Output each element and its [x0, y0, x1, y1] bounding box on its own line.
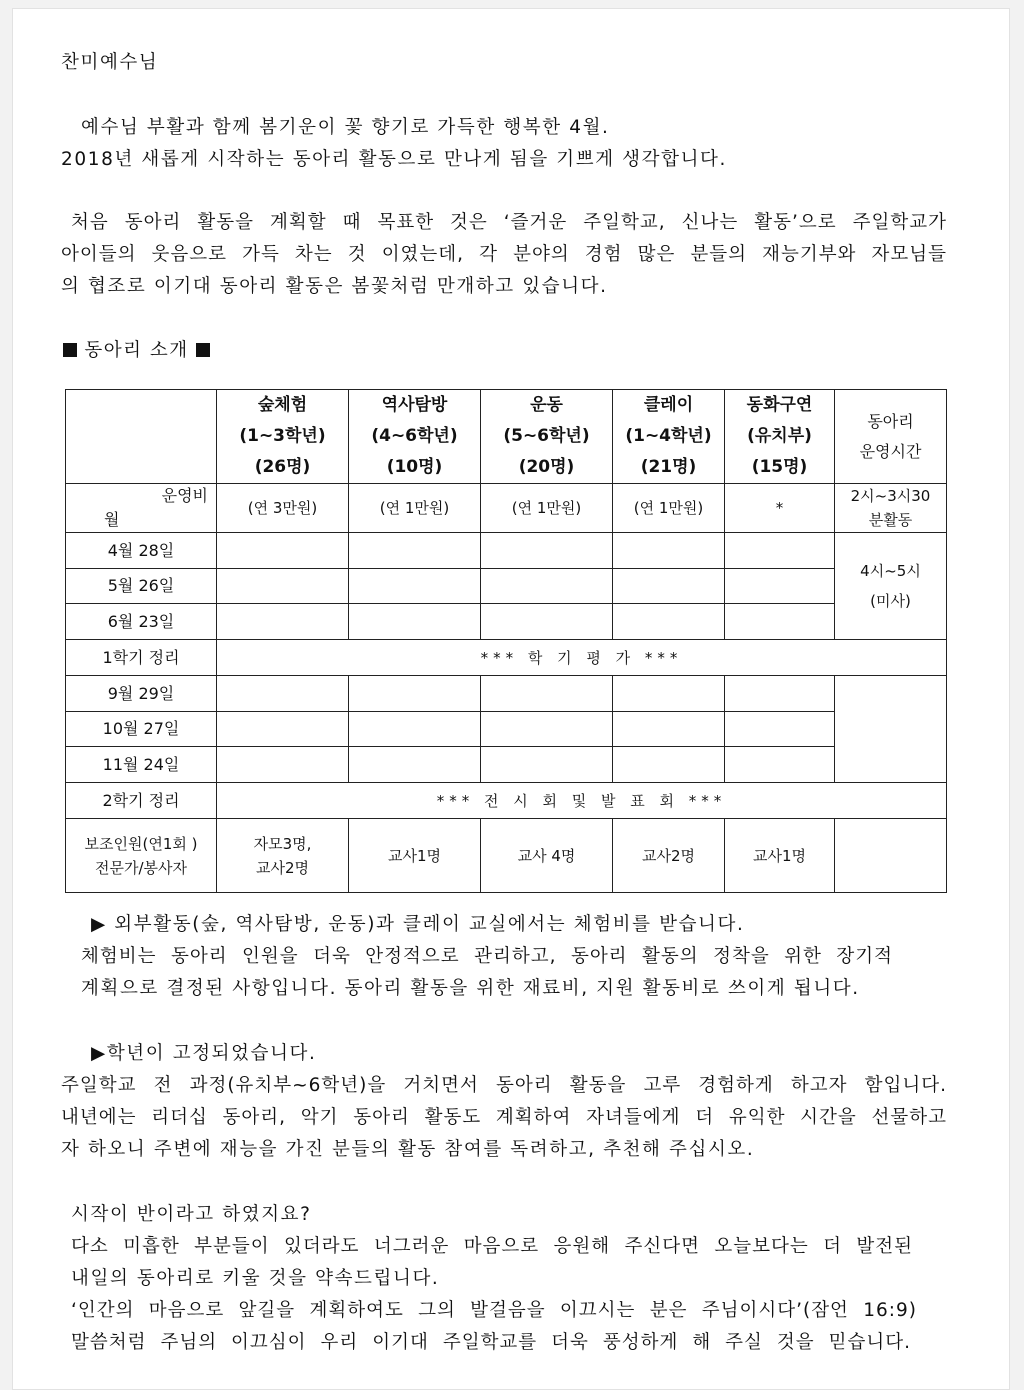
support-label: 보조인원(연1회 ) 전문가/봉사자	[66, 819, 217, 893]
table-header-row	[66, 390, 947, 484]
date-cell: 11월 24일	[66, 747, 217, 783]
intro-line-1: 예수님 부활과 함께 봄기운이 꽃 향기로 가득한 행복한 4월.	[81, 117, 610, 138]
fee-row-label: 운영비 월	[66, 484, 217, 533]
closing-line-2: 다소 미흡한 부분들이 있더라도 너그러운 마음으로 응원해 주신다면 오늘보다는 더 발전된	[71, 1236, 913, 1257]
date-cell: 6월 23일	[66, 604, 217, 640]
support-cell: 교사 4명	[481, 819, 613, 893]
time-mass-cell: 4시~5시 (미사)	[835, 533, 947, 640]
fee-cell: (연 1만원)	[481, 484, 613, 533]
fee-cell: (연 1만원)	[613, 484, 725, 533]
table-row	[66, 747, 947, 783]
fee-cell: (연 1만원)	[349, 484, 481, 533]
corner-cell	[66, 390, 217, 484]
empty-time-cell	[835, 676, 947, 783]
document-page	[12, 8, 1010, 1390]
intro-line-2: 2018년 새롭게 시작하는 동아리 활동으로 만나게 됨을 기쁘게 생각합니다.	[61, 149, 727, 170]
time-header: 동아리 운영시간	[835, 390, 947, 484]
closing-line-1: 시작이 반이라고 하였지요?	[71, 1204, 312, 1225]
support-cell: 교사1명	[725, 819, 835, 893]
support-cell: 자모3명, 교사2명	[217, 819, 349, 893]
note-grade-line-2: 주일학교 전 과정(유치부~6학년)을 거치면서 동아리 활동을 고루 경험하게 하고자 함입니다.	[61, 1075, 947, 1096]
purpose-line-2: 아이들의 웃음으로 가득 차는 것 이였는데, 각 분야의 경험 많은 분들의 재능기부와 자모님들	[61, 244, 947, 265]
fee-row	[66, 484, 947, 533]
note-fee-line-1: ▶ 외부활동(숲, 역사탐방, 운동)과 클레이 교실에서는 체험비를 받습니다.	[91, 914, 745, 935]
table-row	[66, 533, 947, 569]
section-title: 동아리 소개	[84, 340, 189, 361]
table-row	[66, 604, 947, 640]
club-header: 운동 (5~6학년) (20명)	[481, 390, 613, 484]
closing-line-3: 내일의 동아리로 키울 것을 약속드립니다.	[71, 1268, 440, 1289]
note-fee-line-3: 계획으로 결정된 사항입니다. 동아리 활동을 위한 재료비, 지원 활동비로 쓰이게 됩니다.	[81, 978, 860, 999]
time-activity-cell: 2시~3시30 분활동	[835, 484, 947, 533]
table-row	[66, 712, 947, 747]
note-grade-line-3: 내년에는 리더십 동아리, 악기 동아리 활동도 계획하여 자녀들에게 더 유익한 시간을 선물하고	[61, 1107, 947, 1128]
greeting: 찬미예수님	[61, 52, 159, 73]
square-bullet-icon	[196, 343, 210, 357]
support-row	[66, 819, 947, 893]
support-cell: 교사1명	[349, 819, 481, 893]
square-bullet-icon	[63, 343, 77, 357]
summary-text: *** 전 시 회 및 발 표 회 ***	[217, 783, 947, 819]
date-cell: 4월 28일	[66, 533, 217, 569]
date-cell: 5월 26일	[66, 569, 217, 604]
summary-row	[66, 640, 947, 676]
summary-text: *** 학 기 평 가 ***	[217, 640, 947, 676]
note-grade-line-1: ▶학년이 고정되었습니다.	[91, 1043, 317, 1064]
table-row	[66, 676, 947, 712]
summary-row	[66, 783, 947, 819]
club-table	[65, 389, 947, 893]
club-header: 역사탐방 (4~6학년) (10명)	[349, 390, 481, 484]
note-fee-line-2: 체험비는 동아리 인원을 더욱 안정적으로 관리하고, 동아리 활동의 정착을 위한 장기적	[81, 946, 893, 967]
club-header: 동화구연 (유치부) (15명)	[725, 390, 835, 484]
fee-cell: (연 3만원)	[217, 484, 349, 533]
purpose-line-1: 처음 동아리 활동을 계획할 때 목표한 것은 ‘즐거운 주일학교, 신나는 활동’으로 주일학교가	[71, 212, 947, 233]
table-row	[66, 569, 947, 604]
closing-line-4: ‘인간의 마음으로 앞길을 계획하여도 그의 발걸음을 이끄시는 분은 주님이시다’(잠언 16:9)	[71, 1300, 917, 1321]
note-grade-line-4: 자 하오니 주변에 재능을 가진 분들의 활동 참여를 독려하고, 추천해 주십시오.	[61, 1139, 755, 1160]
closing-line-5: 말씀처럼 주님의 이끄심이 우리 이기대 주일학교를 더욱 풍성하게 해 주실 것을 믿습니다.	[71, 1332, 911, 1353]
summary-label: 1학기 정리	[66, 640, 217, 676]
purpose-line-3: 의 협조로 이기대 동아리 활동은 봄꽃처럼 만개하고 있습니다.	[61, 276, 608, 297]
date-cell: 10월 27일	[66, 712, 217, 747]
fee-cell: *	[725, 484, 835, 533]
summary-label: 2학기 정리	[66, 783, 217, 819]
date-cell: 9월 29일	[66, 676, 217, 712]
club-header: 숲체험 (1~3학년) (26명)	[217, 390, 349, 484]
club-header: 클레이 (1~4학년) (21명)	[613, 390, 725, 484]
empty-support-cell	[835, 819, 947, 893]
support-cell: 교사2명	[613, 819, 725, 893]
section-heading	[63, 339, 210, 363]
